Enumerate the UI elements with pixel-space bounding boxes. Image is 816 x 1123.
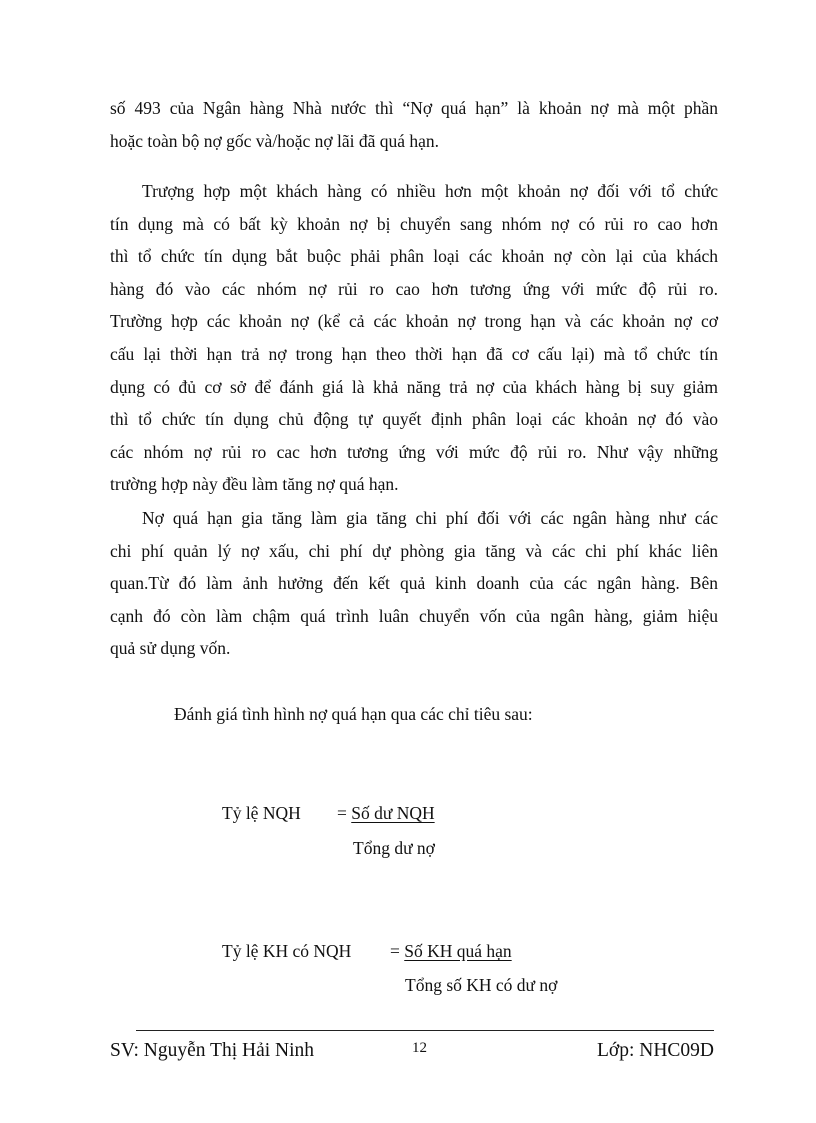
formula-customer-ratio-denominator: Tổng số KH có dư nợ <box>405 975 558 995</box>
equals-sign: = <box>390 941 400 961</box>
text-line: tín dụng mà có bất kỳ khoản nợ bị chuyển sang nhóm nợ có rủi ro cao hơn <box>110 213 718 234</box>
paragraph-debt-definition <box>110 92 718 157</box>
text-line: số 493 của Ngân hàng Nhà nước thì “Nợ quá hạn” là khoản nợ mà một phần <box>110 98 718 118</box>
text-line: chi phí quản lý nợ xấu, chi phí dự phòng gia tăng và các chi phí khác liên <box>110 540 718 561</box>
formula-npl-ratio-equation <box>337 803 435 824</box>
formula-customer-ratio-equation <box>390 941 512 962</box>
text-line: các nhóm nợ rủi ro cac hơn tương ứng với mức độ rủi ro. Như vậy những <box>110 441 718 462</box>
page-number: 12 <box>412 1040 427 1056</box>
text-line: thì tổ chức tín dụng bắt buộc phải phân loại các khoản nợ còn lại của khách <box>110 246 718 267</box>
formula-customer-ratio-label: Tỷ lệ KH có NQH <box>222 941 352 961</box>
formula-npl-ratio-denominator: Tổng dư nợ <box>353 838 435 858</box>
text-line: trường hợp này đều làm tăng nợ quá hạn. <box>110 474 399 495</box>
indicator-lead-in: Đánh giá tình hình nợ quá hạn qua các chỉ tiêu sau: <box>174 704 533 724</box>
equals-sign: = <box>337 803 347 823</box>
text-line: quả sử dụng vốn. <box>110 638 231 659</box>
formula-npl-ratio-numerator: Số dư NQH <box>351 803 435 823</box>
text-line: Nợ quá hạn gia tăng làm gia tăng chi phí đối với các ngân hàng như các <box>142 508 718 528</box>
footer-class: Lớp: NHC09D <box>596 1040 714 1061</box>
footer-student-name: SV: Nguyễn Thị Hải Ninh <box>110 1040 315 1061</box>
paragraph-multiple-loans <box>110 175 718 501</box>
text-line: quan.Từ đó làm ảnh hưởng đến kết quả kinh doanh của các ngân hàng. Bên <box>110 573 718 594</box>
footer-divider <box>136 1030 714 1031</box>
text-line: hàng đó vào các nhóm nợ rủi ro cao hơn tương ứng với mức độ rủi ro. <box>110 278 718 299</box>
text-line: Trượng hợp một khách hàng có nhiều hơn một khoản nợ đối với tổ chức <box>142 181 718 201</box>
text-line: thì tổ chức tín dụng chủ động tự quyết định phân loại các khoản nợ đó vào <box>110 409 718 430</box>
text-line: Trường hợp các khoản nợ (kể cả các khoản nợ trong hạn và các khoản nợ cơ <box>110 311 718 332</box>
text-line: cấu lại thời hạn trả nợ trong hạn theo thời hạn đã cơ cấu lại) mà tổ chức tín <box>110 343 718 364</box>
text-line: hoặc toàn bộ nợ gốc và/hoặc nợ lãi đã quá hạn. <box>110 130 440 151</box>
formula-customer-ratio-numerator: Số KH quá hạn <box>404 941 512 961</box>
formula-npl-ratio-label: Tỷ lệ NQH <box>222 803 301 823</box>
text-line: dụng có đủ cơ sở để đánh giá là khả năng trả nợ của khách hàng bị suy giảm <box>110 376 718 397</box>
paragraph-cost-impact <box>110 502 718 665</box>
text-line: cạnh đó còn làm chậm quá trình luân chuyển vốn của ngân hàng, giảm hiệu <box>110 605 718 626</box>
